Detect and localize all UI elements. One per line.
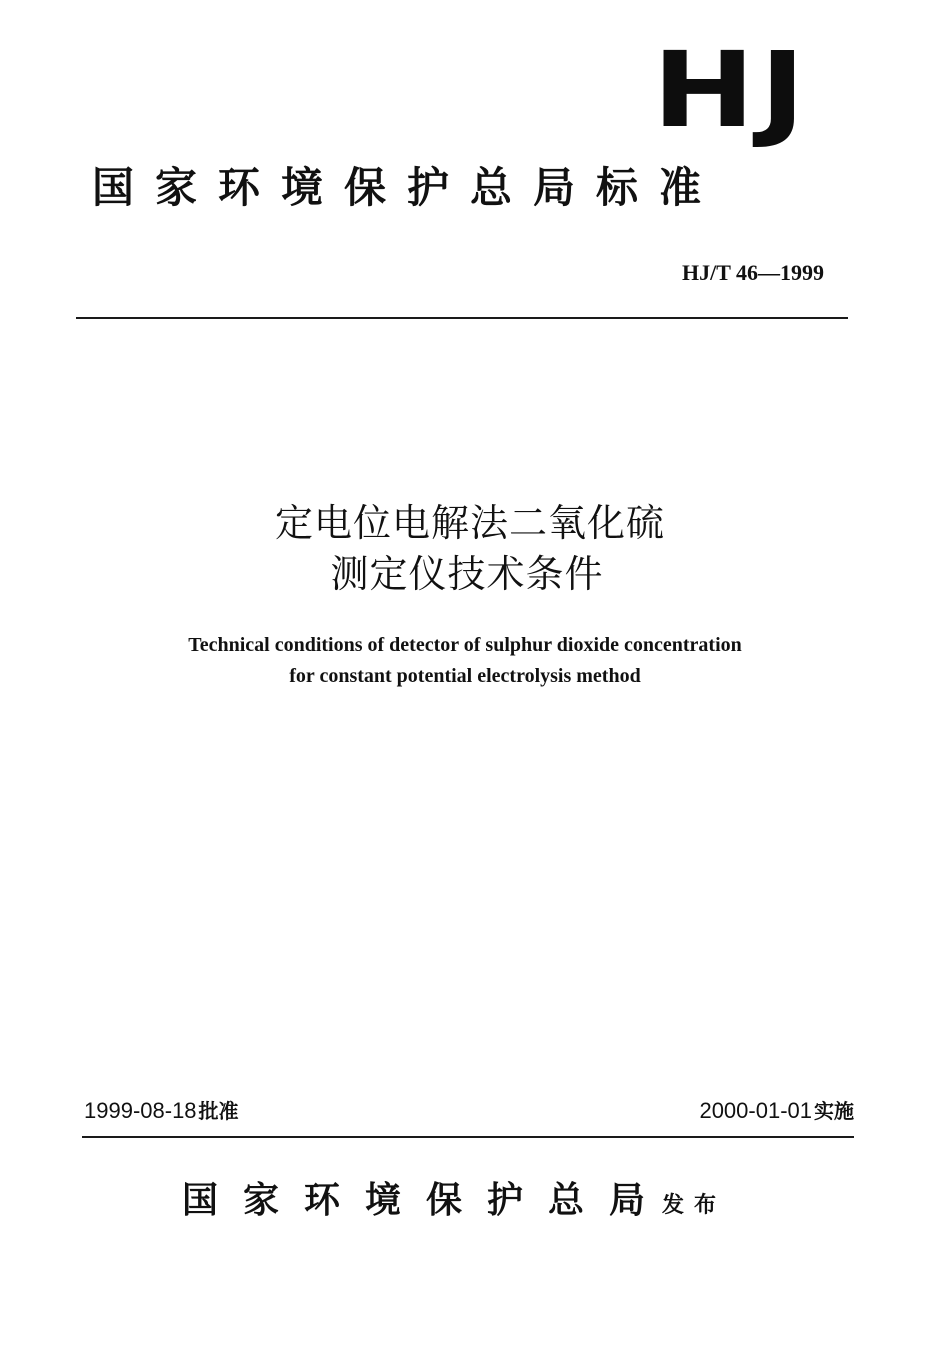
bottom-divider [82,1136,854,1138]
issued-label: 发布 [662,1192,727,1218]
chinese-title-line-1: 定电位电解法二氧化硫 [274,501,665,545]
effective-date-value: 2000-01-01 [699,1098,812,1123]
chinese-title-line-2: 测定仪技术条件 [330,552,604,596]
publisher-line [182,1176,726,1224]
english-title-line-2: for constant potential electrolysis method [289,665,641,687]
hj-logo: HJ [652,29,810,151]
publisher-name: 国家环境保护总局 [182,1179,671,1221]
approval-date [84,1095,239,1127]
english-title-line-1: Technical conditions of detector of sulphur dioxide concentration [188,634,742,656]
approval-date-value: 1999-08-18 [84,1098,197,1123]
agency-standard-title: 国家环境保护总局标准 [92,163,723,212]
top-divider [76,317,848,319]
approval-label: 批准 [198,1099,239,1123]
effective-date [699,1095,854,1127]
standard-code: HJ/T 46—1999 [681,260,824,285]
effective-label: 实施 [814,1099,854,1123]
